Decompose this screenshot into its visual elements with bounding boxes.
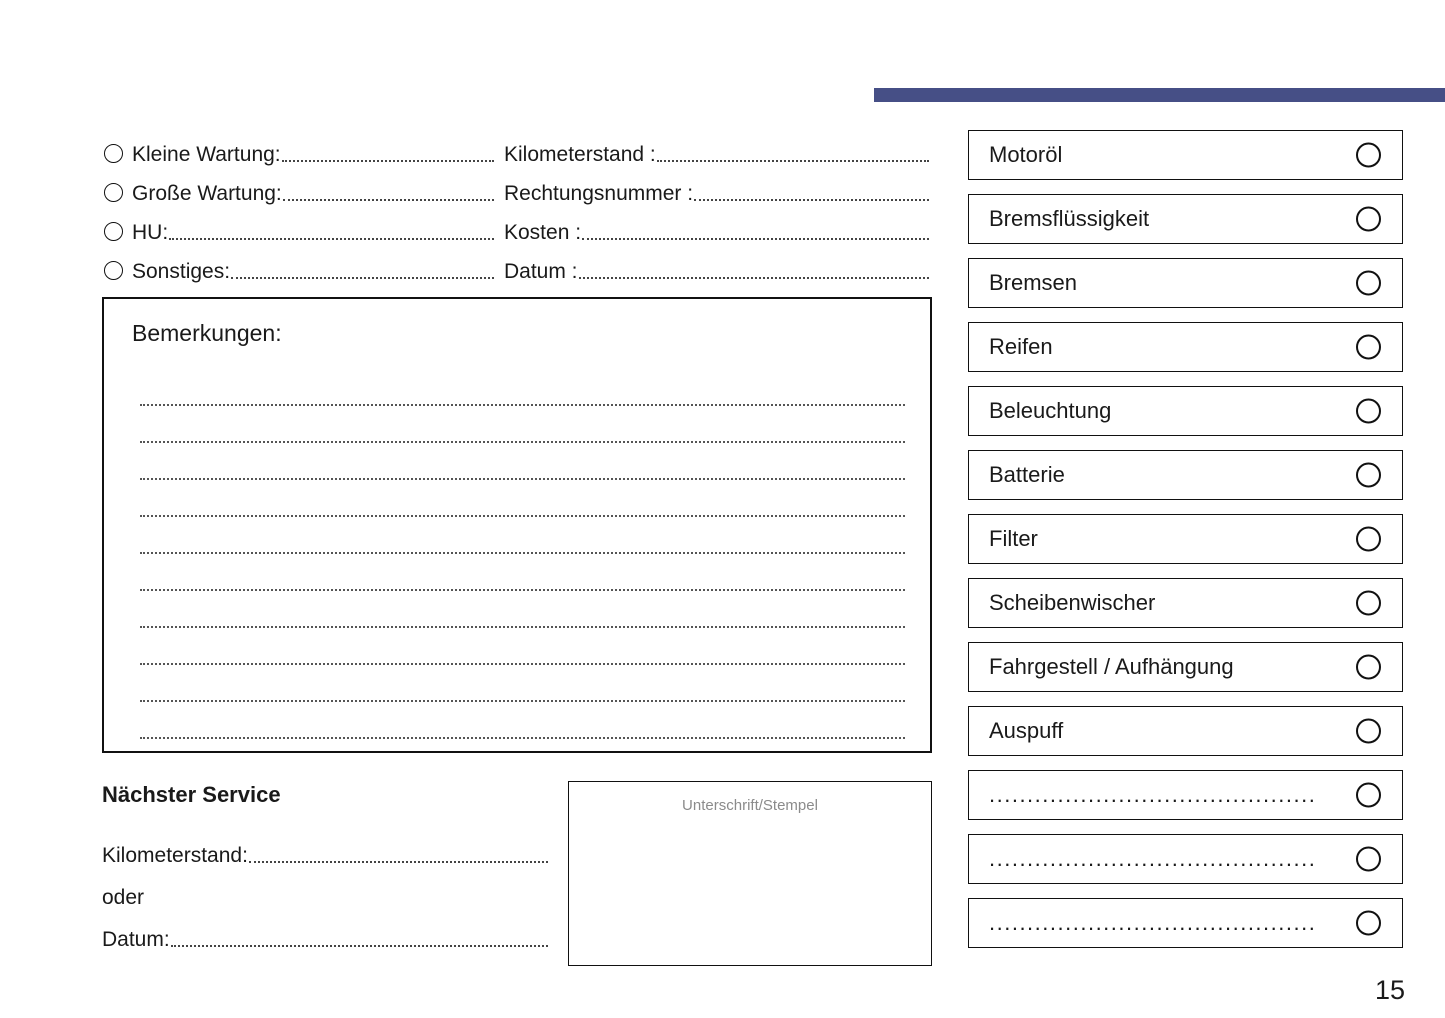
- checklist-item-label: Auspuff: [989, 718, 1064, 743]
- service-type-input-kleine-wartung[interactable]: [282, 159, 494, 162]
- header-accent-bar: [874, 88, 1445, 102]
- checklist-item-label: Bremsflüssigkeit: [989, 206, 1150, 231]
- remarks-box[interactable]: [102, 297, 932, 753]
- checkbox-circle-icon[interactable]: [1356, 527, 1381, 552]
- checkbox-circle-icon[interactable]: [1356, 847, 1381, 872]
- checklist-item-label: Batterie: [989, 462, 1065, 487]
- next-service-mileage-label: Kilometerstand:: [102, 844, 248, 867]
- field-input-datum[interactable]: [579, 276, 929, 279]
- detail-field-list: [504, 128, 929, 284]
- service-type-input-hu[interactable]: [169, 237, 494, 240]
- remarks-title: Bemerkungen:: [132, 320, 282, 346]
- remarks-line[interactable]: [140, 591, 905, 628]
- checklist-item-blank-3[interactable]: [968, 898, 1403, 948]
- next-service-title: Nächster Service: [102, 782, 281, 807]
- field-row-rechtungsnummer[interactable]: [504, 167, 929, 206]
- checkbox-circle-icon[interactable]: [1356, 655, 1381, 680]
- checklist-item-label: ...........................................: [989, 910, 1317, 935]
- inspection-checklist: [968, 130, 1403, 962]
- checklist-item-blank-1[interactable]: [968, 770, 1403, 820]
- checkbox-circle-icon[interactable]: [1356, 271, 1381, 296]
- remarks-line[interactable]: [140, 702, 905, 739]
- field-row-datum[interactable]: [504, 245, 929, 284]
- field-input-kilometerstand[interactable]: [657, 159, 929, 162]
- checklist-item-filter[interactable]: [968, 514, 1403, 564]
- service-type-label: Kleine Wartung:: [132, 143, 281, 166]
- service-type-label: Große Wartung:: [132, 182, 282, 205]
- next-service-date-input[interactable]: [171, 944, 548, 947]
- service-type-row-sonstiges[interactable]: [104, 245, 494, 284]
- next-service-date-label: Datum:: [102, 928, 170, 951]
- field-label: Datum :: [504, 260, 578, 283]
- service-type-input-sonstiges[interactable]: [231, 276, 494, 279]
- checklist-item-blank-2[interactable]: [968, 834, 1403, 884]
- checklist-item-label: ...........................................: [989, 846, 1317, 871]
- checkbox-circle-icon[interactable]: [1356, 335, 1381, 360]
- field-label: Kosten :: [504, 221, 582, 244]
- remarks-line[interactable]: [140, 369, 905, 406]
- checklist-item-beleuchtung[interactable]: [968, 386, 1403, 436]
- radio-icon[interactable]: [104, 144, 123, 163]
- checklist-item-label: Bremsen: [989, 270, 1078, 295]
- next-service-row-mileage[interactable]: [102, 826, 548, 868]
- remarks-line[interactable]: [140, 628, 905, 665]
- next-service-row-or: [102, 868, 548, 910]
- checklist-item-auspuff[interactable]: [968, 706, 1403, 756]
- service-type-input-grosse-wartung[interactable]: [283, 198, 494, 201]
- checklist-item-reifen[interactable]: [968, 322, 1403, 372]
- page-number: 15: [1374, 975, 1405, 1005]
- remarks-line[interactable]: [140, 665, 905, 702]
- checklist-item-label: ...........................................: [989, 782, 1317, 807]
- field-input-rechtungsnummer[interactable]: [694, 198, 929, 201]
- remarks-line[interactable]: [140, 443, 905, 480]
- checklist-item-label: Reifen: [989, 334, 1053, 359]
- checklist-item-batterie[interactable]: [968, 450, 1403, 500]
- service-type-row-grosse-wartung[interactable]: [104, 167, 494, 206]
- checklist-item-bremsen[interactable]: [968, 258, 1403, 308]
- remarks-line[interactable]: [140, 480, 905, 517]
- radio-icon[interactable]: [104, 222, 123, 241]
- checkbox-circle-icon[interactable]: [1356, 911, 1381, 936]
- checklist-item-label: Filter: [989, 526, 1038, 551]
- signature-stamp-box[interactable]: [568, 781, 932, 966]
- service-type-label: Sonstiges:: [132, 260, 231, 283]
- remarks-line[interactable]: [140, 554, 905, 591]
- signature-stamp-caption: Unterschrift/Stempel: [682, 797, 818, 814]
- service-type-label: HU:: [132, 221, 169, 244]
- next-service-or-label: oder: [102, 886, 145, 909]
- checkbox-circle-icon[interactable]: [1356, 591, 1381, 616]
- next-service-fields: [102, 826, 548, 952]
- checkbox-circle-icon[interactable]: [1356, 207, 1381, 232]
- checklist-item-label: Fahrgestell / Aufhängung: [989, 654, 1234, 679]
- field-row-kilometerstand[interactable]: [504, 128, 929, 167]
- next-service-row-date[interactable]: [102, 910, 548, 952]
- radio-icon[interactable]: [104, 261, 123, 280]
- service-type-row-hu[interactable]: [104, 206, 494, 245]
- field-row-kosten[interactable]: [504, 206, 929, 245]
- checkbox-circle-icon[interactable]: [1356, 143, 1381, 168]
- checklist-item-label: Scheibenwischer: [989, 590, 1156, 615]
- checklist-item-fahrgestell-aufhaengung[interactable]: [968, 642, 1403, 692]
- checkbox-circle-icon[interactable]: [1356, 783, 1381, 808]
- radio-icon[interactable]: [104, 183, 123, 202]
- checklist-item-scheibenwischer[interactable]: [968, 578, 1403, 628]
- service-type-row-kleine-wartung[interactable]: [104, 128, 494, 167]
- field-label: Kilometerstand :: [504, 143, 656, 166]
- checkbox-circle-icon[interactable]: [1356, 399, 1381, 424]
- checklist-item-label: Beleuchtung: [989, 398, 1112, 423]
- remarks-lines[interactable]: [140, 369, 905, 739]
- field-label: Rechtungsnummer :: [504, 182, 694, 205]
- checklist-item-bremsfluessigkeit[interactable]: [968, 194, 1403, 244]
- remarks-line[interactable]: [140, 406, 905, 443]
- field-input-kosten[interactable]: [582, 237, 929, 240]
- service-type-list: [104, 128, 494, 284]
- checkbox-circle-icon[interactable]: [1356, 719, 1381, 744]
- checklist-item-label: Motoröl: [989, 142, 1063, 167]
- remarks-line[interactable]: [140, 517, 905, 554]
- next-service-mileage-input[interactable]: [249, 860, 548, 863]
- checkbox-circle-icon[interactable]: [1356, 463, 1381, 488]
- checklist-item-motoroel[interactable]: [968, 130, 1403, 180]
